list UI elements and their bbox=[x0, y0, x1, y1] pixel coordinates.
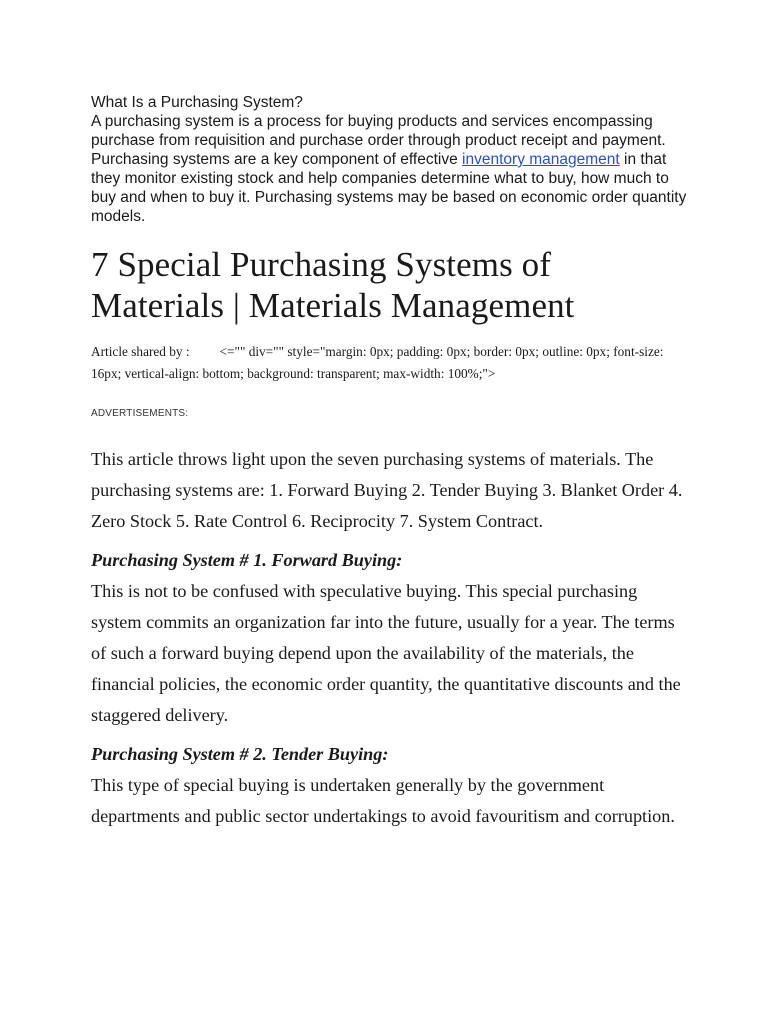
section-heading-tender-buying: Purchasing System # 2. Tender Buying: bbox=[91, 744, 389, 764]
inventory-management-link[interactable]: inventory management bbox=[462, 151, 620, 168]
shared-by-line bbox=[91, 341, 691, 385]
article-title: 7 Special Purchasing Systems of Materials | Materials Management bbox=[91, 245, 575, 325]
section-heading-forward-buying: Purchasing System # 1. Forward Buying: bbox=[91, 550, 403, 570]
intro-text-after-link: in that they monitor existing stock and help companies determine what to buy, how much to buy and when to buy it. Purchasing systems may be based on economic order quantity models. bbox=[91, 151, 687, 225]
section-body-tender-buying: This type of special buying is undertaken generally by the government departments and public sector undertakings to avoid favouritism and corruption. bbox=[91, 775, 675, 826]
intro-title: What Is a Purchasing System? bbox=[91, 94, 303, 111]
intro-text-before-link: A purchasing system is a process for buying products and services encompassing purchase from requisition and purchase order through product receipt and payment. Purchasing systems are a key component of effective bbox=[91, 113, 666, 168]
article-lead: This article throws light upon the seven purchasing systems of materials. The purchasing systems are: 1. Forward Buying 2. Tender Buying 3. Blanket Order 4. Zero Stock 5. Rate Control 6. Reciprocity 7. System Contract. bbox=[91, 449, 683, 531]
document-page bbox=[91, 93, 691, 832]
advertisements-label: ADVERTISEMENTS: bbox=[91, 408, 189, 419]
intro-paragraph bbox=[91, 112, 691, 226]
section-body-forward-buying: This is not to be confused with speculative buying. This special purchasing system commits an organization far into the future, usually for a year. The terms of such a forward buying depend upon the availability of the materials, the financial policies, the economic order quantity, the quantitative discounts and the staggered delivery. bbox=[91, 581, 681, 725]
shared-by-code: <="" div="" style="margin: 0px; padding: 0px; border: 0px; outline: 0px; font-size: 16px; vertical-align: bottom; background: transparent; max-width: 100%;"> bbox=[91, 344, 664, 381]
intro-block bbox=[91, 93, 691, 226]
shared-by-label: Article shared by : bbox=[91, 344, 190, 359]
